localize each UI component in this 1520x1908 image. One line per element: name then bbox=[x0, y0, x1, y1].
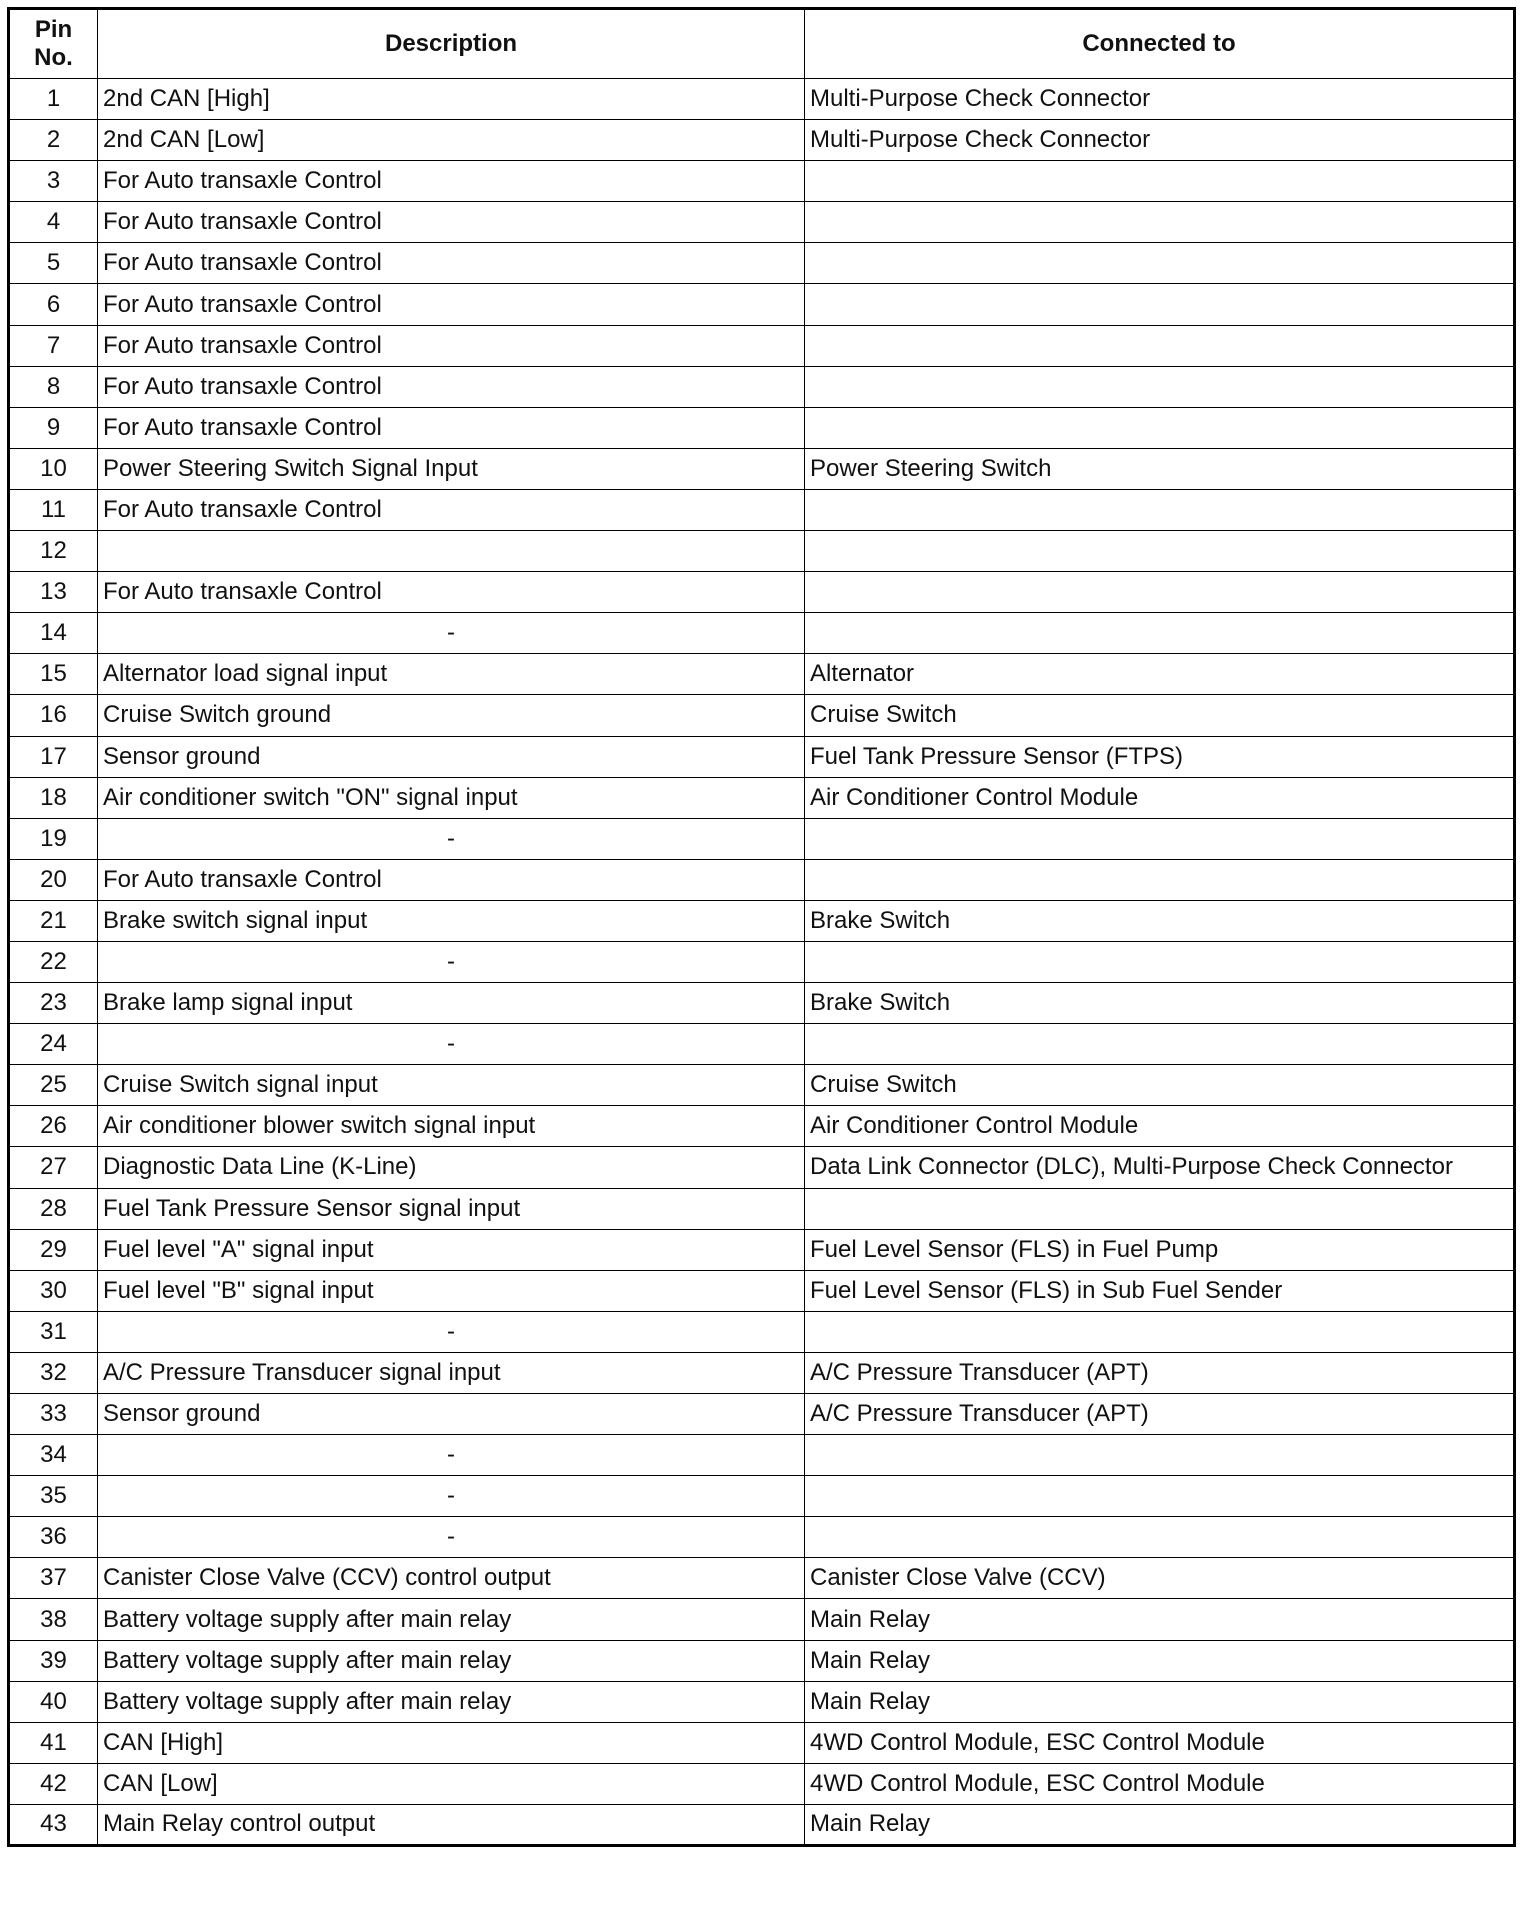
description-cell: For Auto transaxle Control bbox=[98, 161, 805, 202]
connected-to-cell: Air Conditioner Control Module bbox=[805, 1106, 1515, 1147]
header-connected-to: Connected to bbox=[805, 9, 1515, 79]
description-cell: Cruise Switch ground bbox=[98, 695, 805, 736]
connected-to-cell bbox=[805, 243, 1515, 284]
pin-number-cell: 12 bbox=[9, 531, 98, 572]
connected-to-cell bbox=[805, 1435, 1515, 1476]
table-row bbox=[9, 1106, 1515, 1147]
description-cell: Alternator load signal input bbox=[98, 654, 805, 695]
pin-number-cell: 23 bbox=[9, 983, 98, 1024]
pin-number-cell: 22 bbox=[9, 941, 98, 982]
description-cell: Battery voltage supply after main relay bbox=[98, 1681, 805, 1722]
description-cell: CAN [Low] bbox=[98, 1763, 805, 1804]
header-pin-line1: Pin bbox=[34, 16, 73, 43]
table-row bbox=[9, 859, 1515, 900]
connected-to-cell bbox=[805, 161, 1515, 202]
table-row bbox=[9, 161, 1515, 202]
table-row bbox=[9, 1270, 1515, 1311]
table-row bbox=[9, 1476, 1515, 1517]
header-pin-line2: No. bbox=[34, 44, 73, 71]
pin-number-cell: 4 bbox=[9, 202, 98, 243]
description-cell: For Auto transaxle Control bbox=[98, 407, 805, 448]
connected-to-cell: Air Conditioner Control Module bbox=[805, 777, 1515, 818]
description-cell: For Auto transaxle Control bbox=[98, 325, 805, 366]
header-description: Description bbox=[98, 9, 805, 79]
pin-number-cell: 36 bbox=[9, 1517, 98, 1558]
connected-to-cell: Multi-Purpose Check Connector bbox=[805, 120, 1515, 161]
table-row bbox=[9, 613, 1515, 654]
connected-to-cell: Brake Switch bbox=[805, 900, 1515, 941]
pin-number-cell: 41 bbox=[9, 1722, 98, 1763]
table-row bbox=[9, 1394, 1515, 1435]
connected-to-cell: Canister Close Valve (CCV) bbox=[805, 1558, 1515, 1599]
description-cell: For Auto transaxle Control bbox=[98, 202, 805, 243]
pin-number-cell: 20 bbox=[9, 859, 98, 900]
description-cell: Cruise Switch signal input bbox=[98, 1065, 805, 1106]
connected-to-cell: Main Relay bbox=[805, 1681, 1515, 1722]
table-row bbox=[9, 489, 1515, 530]
connected-to-cell: Main Relay bbox=[805, 1640, 1515, 1681]
connected-to-cell bbox=[805, 859, 1515, 900]
connected-to-cell bbox=[805, 572, 1515, 613]
pin-number-cell: 17 bbox=[9, 736, 98, 777]
pin-number-cell: 33 bbox=[9, 1394, 98, 1435]
connected-to-cell bbox=[805, 407, 1515, 448]
connected-to-cell: Brake Switch bbox=[805, 983, 1515, 1024]
description-cell: - bbox=[98, 1311, 805, 1352]
table-row bbox=[9, 243, 1515, 284]
connected-to-cell: Alternator bbox=[805, 654, 1515, 695]
table-header bbox=[9, 9, 1515, 79]
pin-number-cell: 38 bbox=[9, 1599, 98, 1640]
description-cell: 2nd CAN [High] bbox=[98, 79, 805, 120]
connected-to-cell: Cruise Switch bbox=[805, 1065, 1515, 1106]
connected-to-cell: A/C Pressure Transducer (APT) bbox=[805, 1352, 1515, 1393]
pin-number-cell: 15 bbox=[9, 654, 98, 695]
description-cell: Brake lamp signal input bbox=[98, 983, 805, 1024]
description-cell: Air conditioner blower switch signal input bbox=[98, 1106, 805, 1147]
table-row bbox=[9, 1229, 1515, 1270]
pin-number-cell: 32 bbox=[9, 1352, 98, 1393]
pin-number-cell: 28 bbox=[9, 1188, 98, 1229]
description-cell: A/C Pressure Transducer signal input bbox=[98, 1352, 805, 1393]
pin-number-cell: 39 bbox=[9, 1640, 98, 1681]
table-row bbox=[9, 366, 1515, 407]
connected-to-cell bbox=[805, 941, 1515, 982]
table-row bbox=[9, 325, 1515, 366]
description-cell bbox=[98, 531, 805, 572]
table-row bbox=[9, 120, 1515, 161]
pin-number-cell: 19 bbox=[9, 818, 98, 859]
connected-to-cell: Fuel Level Sensor (FLS) in Fuel Pump bbox=[805, 1229, 1515, 1270]
pin-number-cell: 27 bbox=[9, 1147, 98, 1188]
pin-number-cell: 37 bbox=[9, 1558, 98, 1599]
description-cell: Main Relay control output bbox=[98, 1804, 805, 1845]
table-row bbox=[9, 1640, 1515, 1681]
description-cell: For Auto transaxle Control bbox=[98, 489, 805, 530]
header-pin-no bbox=[9, 9, 98, 79]
pin-number-cell: 34 bbox=[9, 1435, 98, 1476]
table-row bbox=[9, 818, 1515, 859]
description-cell: CAN [High] bbox=[98, 1722, 805, 1763]
description-cell: - bbox=[98, 1476, 805, 1517]
table-row bbox=[9, 777, 1515, 818]
connected-to-cell: Power Steering Switch bbox=[805, 448, 1515, 489]
table-row bbox=[9, 941, 1515, 982]
pin-number-cell: 1 bbox=[9, 79, 98, 120]
pin-number-cell: 30 bbox=[9, 1270, 98, 1311]
connected-to-cell bbox=[805, 1311, 1515, 1352]
table-row bbox=[9, 284, 1515, 325]
pin-number-cell: 14 bbox=[9, 613, 98, 654]
description-cell: - bbox=[98, 613, 805, 654]
pin-number-cell: 43 bbox=[9, 1804, 98, 1845]
pin-number-cell: 26 bbox=[9, 1106, 98, 1147]
pin-number-cell: 10 bbox=[9, 448, 98, 489]
connected-to-cell: Data Link Connector (DLC), Multi-Purpose Check Connector bbox=[805, 1147, 1515, 1188]
pin-number-cell: 18 bbox=[9, 777, 98, 818]
connected-to-cell bbox=[805, 366, 1515, 407]
description-cell: Diagnostic Data Line (K-Line) bbox=[98, 1147, 805, 1188]
description-cell: - bbox=[98, 941, 805, 982]
table-row bbox=[9, 1024, 1515, 1065]
description-cell: Brake switch signal input bbox=[98, 900, 805, 941]
table-row bbox=[9, 983, 1515, 1024]
table-row bbox=[9, 654, 1515, 695]
pin-number-cell: 2 bbox=[9, 120, 98, 161]
connected-to-cell bbox=[805, 1024, 1515, 1065]
description-cell: Air conditioner switch "ON" signal input bbox=[98, 777, 805, 818]
table-row bbox=[9, 1681, 1515, 1722]
table-row bbox=[9, 407, 1515, 448]
description-cell: - bbox=[98, 1024, 805, 1065]
pin-number-cell: 13 bbox=[9, 572, 98, 613]
connected-to-cell bbox=[805, 818, 1515, 859]
connected-to-cell: Cruise Switch bbox=[805, 695, 1515, 736]
connected-to-cell: 4WD Control Module, ESC Control Module bbox=[805, 1722, 1515, 1763]
table-row bbox=[9, 1147, 1515, 1188]
description-cell: 2nd CAN [Low] bbox=[98, 120, 805, 161]
description-cell: Battery voltage supply after main relay bbox=[98, 1640, 805, 1681]
pin-number-cell: 3 bbox=[9, 161, 98, 202]
pin-number-cell: 35 bbox=[9, 1476, 98, 1517]
connected-to-cell: 4WD Control Module, ESC Control Module bbox=[805, 1763, 1515, 1804]
table-row bbox=[9, 79, 1515, 120]
pin-number-cell: 11 bbox=[9, 489, 98, 530]
table-row bbox=[9, 1599, 1515, 1640]
connected-to-cell: Multi-Purpose Check Connector bbox=[805, 79, 1515, 120]
table-row bbox=[9, 572, 1515, 613]
description-cell: - bbox=[98, 1517, 805, 1558]
connected-to-cell bbox=[805, 1188, 1515, 1229]
pin-number-cell: 16 bbox=[9, 695, 98, 736]
pin-number-cell: 24 bbox=[9, 1024, 98, 1065]
pin-number-cell: 5 bbox=[9, 243, 98, 284]
pin-number-cell: 31 bbox=[9, 1311, 98, 1352]
table-row bbox=[9, 1188, 1515, 1229]
table-body bbox=[9, 79, 1515, 1846]
table-row bbox=[9, 1517, 1515, 1558]
description-cell: - bbox=[98, 1435, 805, 1476]
pin-number-cell: 40 bbox=[9, 1681, 98, 1722]
connected-to-cell: Fuel Level Sensor (FLS) in Sub Fuel Sender bbox=[805, 1270, 1515, 1311]
pin-number-cell: 42 bbox=[9, 1763, 98, 1804]
pin-number-cell: 7 bbox=[9, 325, 98, 366]
connected-to-cell: A/C Pressure Transducer (APT) bbox=[805, 1394, 1515, 1435]
description-cell: For Auto transaxle Control bbox=[98, 284, 805, 325]
pin-number-cell: 6 bbox=[9, 284, 98, 325]
table-row bbox=[9, 1352, 1515, 1393]
connected-to-cell bbox=[805, 613, 1515, 654]
description-cell: Fuel Tank Pressure Sensor signal input bbox=[98, 1188, 805, 1229]
pin-number-cell: 25 bbox=[9, 1065, 98, 1106]
table-row bbox=[9, 736, 1515, 777]
table-row bbox=[9, 1763, 1515, 1804]
description-cell: Battery voltage supply after main relay bbox=[98, 1599, 805, 1640]
connected-to-cell bbox=[805, 284, 1515, 325]
description-cell: For Auto transaxle Control bbox=[98, 366, 805, 407]
table-row bbox=[9, 900, 1515, 941]
table-row bbox=[9, 1435, 1515, 1476]
connected-to-cell: Main Relay bbox=[805, 1599, 1515, 1640]
table-row bbox=[9, 1722, 1515, 1763]
description-cell: Fuel level "A" signal input bbox=[98, 1229, 805, 1270]
pin-number-cell: 8 bbox=[9, 366, 98, 407]
description-cell: - bbox=[98, 818, 805, 859]
connected-to-cell bbox=[805, 1476, 1515, 1517]
description-cell: For Auto transaxle Control bbox=[98, 572, 805, 613]
connected-to-cell bbox=[805, 531, 1515, 572]
pin-number-cell: 29 bbox=[9, 1229, 98, 1270]
pin-number-cell: 9 bbox=[9, 407, 98, 448]
description-cell: Sensor ground bbox=[98, 1394, 805, 1435]
description-cell: For Auto transaxle Control bbox=[98, 243, 805, 284]
table-row bbox=[9, 695, 1515, 736]
table-row bbox=[9, 531, 1515, 572]
table-row bbox=[9, 1558, 1515, 1599]
description-cell: Fuel level "B" signal input bbox=[98, 1270, 805, 1311]
description-cell: Power Steering Switch Signal Input bbox=[98, 448, 805, 489]
table-row bbox=[9, 202, 1515, 243]
connected-to-cell bbox=[805, 489, 1515, 530]
pin-table bbox=[7, 7, 1516, 1847]
table-row bbox=[9, 1311, 1515, 1352]
connected-to-cell: Main Relay bbox=[805, 1804, 1515, 1845]
connected-to-cell: Fuel Tank Pressure Sensor (FTPS) bbox=[805, 736, 1515, 777]
connected-to-cell bbox=[805, 1517, 1515, 1558]
table-row bbox=[9, 1065, 1515, 1106]
description-cell: Sensor ground bbox=[98, 736, 805, 777]
pin-number-cell: 21 bbox=[9, 900, 98, 941]
description-cell: Canister Close Valve (CCV) control output bbox=[98, 1558, 805, 1599]
table-row bbox=[9, 448, 1515, 489]
description-cell: For Auto transaxle Control bbox=[98, 859, 805, 900]
connected-to-cell bbox=[805, 202, 1515, 243]
table-row bbox=[9, 1804, 1515, 1845]
header-row bbox=[9, 9, 1515, 79]
connected-to-cell bbox=[805, 325, 1515, 366]
